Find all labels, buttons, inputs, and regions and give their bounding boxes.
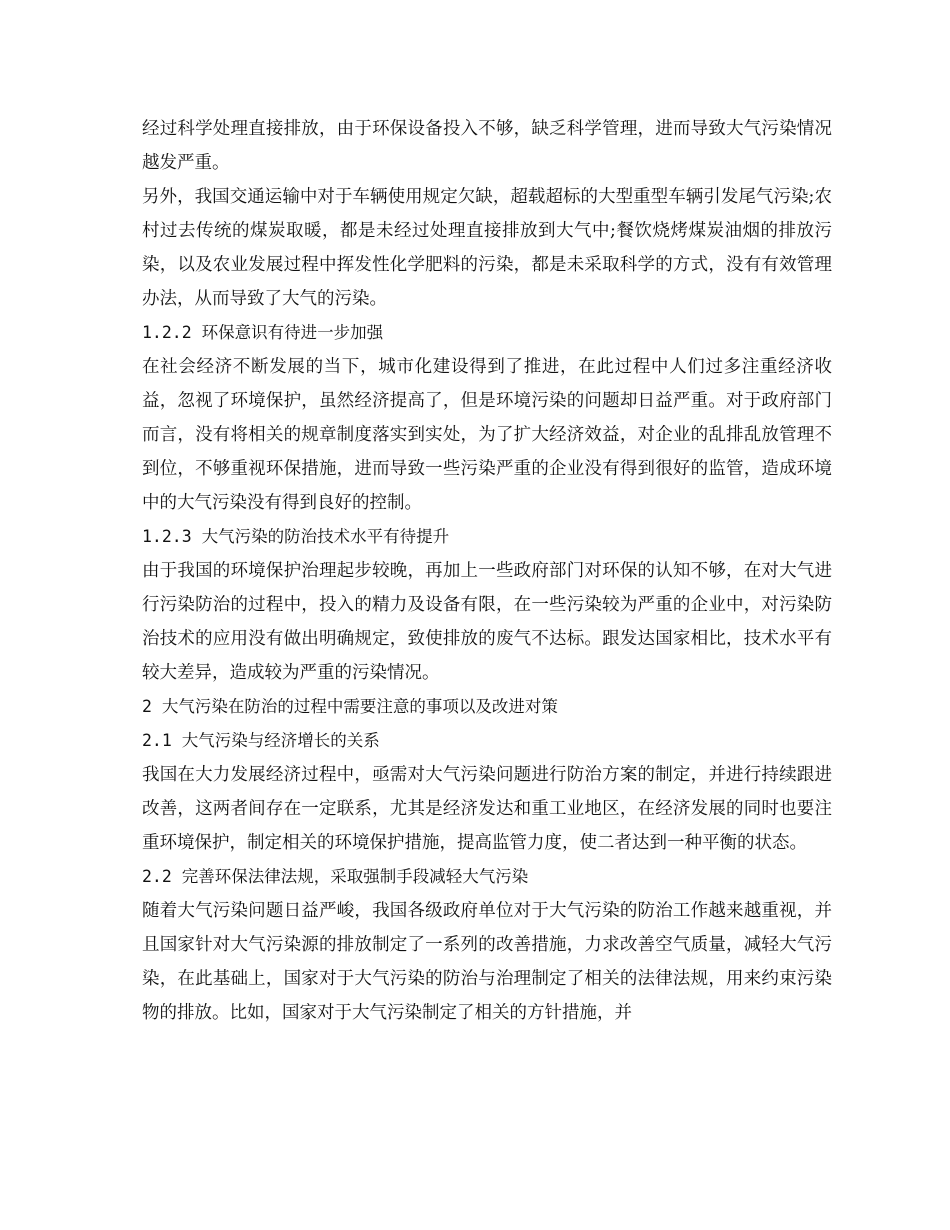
paragraph-economy: 我国在大力发展经济过程中，亟需对大气污染问题进行防治方案的制定，并进行持续跟进改善，这两者间存在一定联系，尤其是经济发达和重工业地区，在经济发展的同时也要注重环境保护，制定相关的环境保护措施，提高监管力度，使二者达到一种平衡的状态。 [142, 765, 832, 853]
paragraph-awareness: 在社会经济不断发展的当下，城市化建设得到了推进，在此过程中人们过多注重经济收益，忽视了环境保护，虽然经济提高了，但是环境污染的问题却日益严重。对于政府部门而言，没有将相关的规章制度落实到实处，为了扩大经济效益，对企业的乱排乱放管理不到位，不够重视环保措施，进而导致一些污染严重的企业没有得到很好的监管，造成环境中的大气污染没有得到良好的控制。 [142, 357, 832, 513]
paragraph-technology: 由于我国的环境保护治理起步较晚，再加上一些政府部门对环保的认知不够，在对大气进行污染防治的过程中，投入的精力及设备有限，在一些污染较为严重的企业中，对污染防治技术的应用没有做出明确规定，致使排放的废气不达标。跟发达国家相比，技术水平有较大差异，造成较为严重的污染情况。 [142, 561, 832, 683]
section-heading-2-1: 2.1 大气污染与经济增长的关系 [142, 731, 380, 750]
document-body [142, 112, 832, 1030]
paragraph-continued: 经过科学处理直接排放，由于环保设备投入不够，缺乏科学管理，进而导致大气污染情况越发严重。 [142, 119, 832, 173]
section-heading-2: 2 大气污染在防治的过程中需要注意的事项以及改进对策 [142, 697, 558, 716]
paragraph-regulation: 随着大气污染问题日益严峻，我国各级政府单位对于大气污染的防治工作越来越重视，并且国家针对大气污染源的排放制定了一系列的改善措施，力求改善空气质量，减轻大气污染，在此基础上，国家对于大气污染的防治与治理制定了相关的法律法规，用来约束污染物的排放。比如，国家对于大气污染制定了相关的方针措施，并 [142, 901, 832, 1023]
section-heading-2-2: 2.2 完善环保法律法规，采取强制手段减轻大气污染 [142, 867, 529, 886]
paragraph-traffic-pollution: 另外，我国交通运输中对于车辆使用规定欠缺，超载超标的大型重型车辆引发尾气污染;农村过去传统的煤炭取暖，都是未经过处理直接排放到大气中;餐饮烧烤煤炭油烟的排放污染，以及农业发展过程中挥发性化学肥料的污染，都是未采取科学的方式，没有有效管理办法，从而导致了大气的污染。 [142, 187, 832, 309]
section-heading-1-2-2: 1.2.2 环保意识有待进一步加强 [142, 323, 384, 342]
section-heading-1-2-3: 1.2.3 大气污染的防治技术水平有待提升 [142, 527, 450, 546]
